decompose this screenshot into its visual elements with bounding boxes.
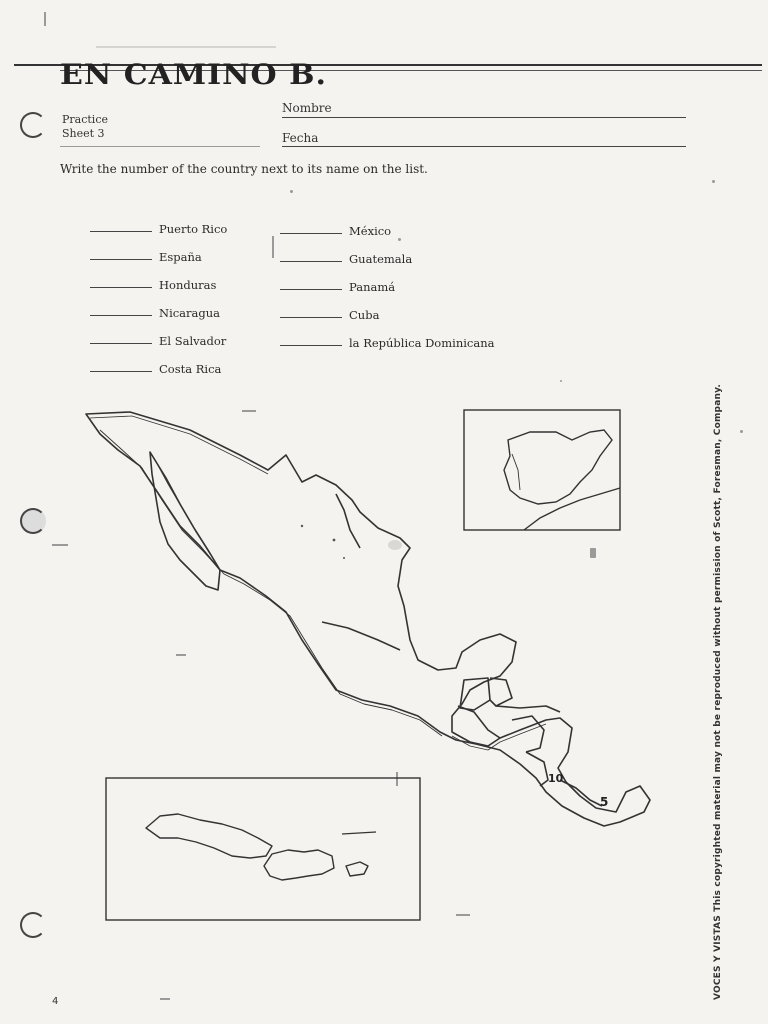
spain-outline xyxy=(504,430,620,530)
nombre-label: Nombre xyxy=(282,101,332,115)
practice-label: Practice xyxy=(62,113,108,126)
sheet-label: Sheet 3 xyxy=(62,127,105,140)
instruction-text: Write the number of the country next to its name on the list. xyxy=(60,162,428,176)
baja-california-outline xyxy=(150,452,220,590)
puerto-rico-outline xyxy=(346,862,368,876)
fecha-label: Fecha xyxy=(282,131,319,145)
page-title: EN CAMINO B. xyxy=(60,59,327,92)
inset-box-caribbean xyxy=(106,778,420,920)
country-name: Puerto Rico xyxy=(159,222,228,236)
hispaniola-outline xyxy=(264,850,334,880)
inset-box-top xyxy=(464,410,620,530)
cuba-outline xyxy=(146,814,272,858)
country-name: Panamá xyxy=(349,280,396,294)
country-name: Nicaragua xyxy=(159,306,221,320)
country-name: México xyxy=(349,224,392,238)
country-name: Honduras xyxy=(159,278,217,292)
country-name: España xyxy=(159,250,202,264)
country-name: Cuba xyxy=(349,308,380,322)
country-name: la República Dominicana xyxy=(349,336,495,350)
map-label-number: 10 xyxy=(548,772,564,785)
map-label-number: 5 xyxy=(600,795,609,809)
mexico-outline xyxy=(86,412,650,826)
page-number: 4 xyxy=(52,996,59,1007)
country-name: Guatemala xyxy=(349,252,413,266)
country-name: Costa Rica xyxy=(159,362,222,376)
country-name: El Salvador xyxy=(159,334,227,348)
copyright-notice: VOCES Y VISTAS This copyrighted material may not be reproduced without permission of Scott, Foresman, Company. xyxy=(713,384,723,1000)
